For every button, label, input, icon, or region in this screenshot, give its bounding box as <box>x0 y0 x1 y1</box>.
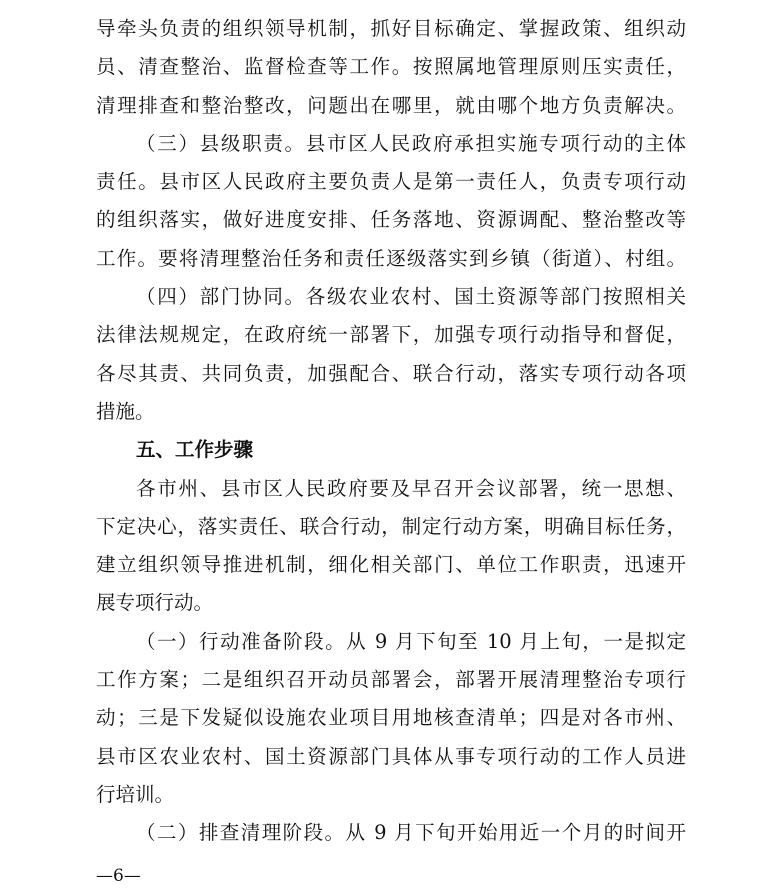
text-line: 的组织落实，做好进度安排、任务落地、资源调配、整治整改等 <box>96 208 686 232</box>
section-heading: 五、工作步骤 <box>136 438 254 462</box>
text-line: 清理排查和整治整改，问题出在哪里，就由哪个地方负责解决。 <box>96 93 686 117</box>
text-line: 下定决心，落实责任、联合行动，制定行动方案，明确目标任务， <box>96 514 686 538</box>
text-line: 建立组织领导推进机制，细化相关部门、单位工作职责，迅速开 <box>96 553 686 577</box>
text-line: 行培训。 <box>96 782 175 806</box>
page-number: —6— <box>96 866 141 886</box>
paragraph-work-steps-intro <box>96 470 686 623</box>
text-line: 法律法规规定，在政府统一部署下，加强专项行动指导和督促， <box>96 323 686 347</box>
text-line: （四）部门协同。各级农业农村、国土资源等部门按照相关 <box>136 285 686 309</box>
text-line: 各市州、县市区人民政府要及早召开会议部署，统一思想、 <box>136 476 686 500</box>
paragraph-preparation-stage <box>96 623 686 814</box>
text-line: 责任。县市区人民政府主要负责人是第一责任人，负责专项行动 <box>96 170 686 194</box>
text-line: （三）县级职责。县市区人民政府承担实施专项行动的主体 <box>136 131 686 155</box>
paragraph-county-duties <box>96 125 686 278</box>
paragraph-continuation <box>96 10 686 125</box>
text-line: 工作方案；二是组织召开动员部署会，部署开展清理整治专项行 <box>96 668 686 692</box>
text-line: 展专项行动。 <box>96 591 214 615</box>
text-line: 各尽其责、共同负责，加强配合、联合行动，落实专项行动各项 <box>96 361 686 385</box>
body-text <box>96 10 686 853</box>
text-line: 工作。要将清理整治任务和责任逐级落实到乡镇（街道）、村组。 <box>96 246 686 270</box>
text-line: （二）排查清理阶段。从 9 月下旬开始用近一个月的时间开 <box>136 821 686 845</box>
text-line: 导牵头负责的组织领导机制，抓好目标确定、掌握政策、组织动 <box>96 17 686 40</box>
text-line: 动；三是下发疑似设施农业项目用地核查清单；四是对各市州、 <box>96 706 686 730</box>
text-line: （一）行动准备阶段。从 9 月下旬至 10 月上旬，一是拟定 <box>136 629 686 653</box>
text-line: 员、清查整治、监督检查等工作。按照属地管理原则压实责任， <box>96 55 686 79</box>
text-line: 县市区农业农村、国土资源部门具体从事专项行动的工作人员进 <box>96 744 686 768</box>
text-line: 措施。 <box>96 399 155 423</box>
paragraph-inspection-stage <box>96 814 686 852</box>
paragraph-department-coordination <box>96 278 686 431</box>
